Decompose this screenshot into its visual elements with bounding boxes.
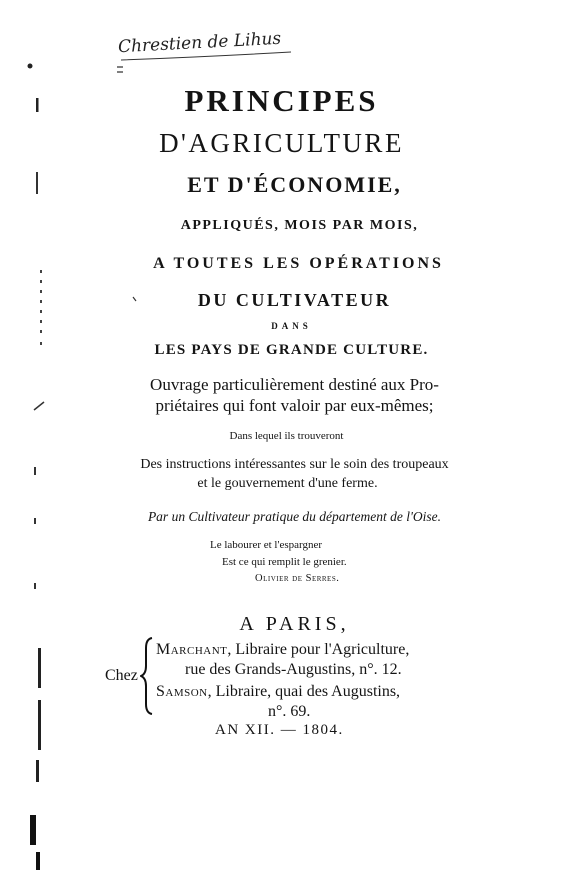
handwritten-signature: Chrestien de Lihus <box>117 28 282 58</box>
subtitle-line-5: et le gouvernement d'une ferme. <box>197 476 378 491</box>
publisher-2-name: Samson <box>156 683 208 700</box>
imprint-city: A PARIS, <box>239 613 350 635</box>
epigraph-attribution: Olivier de Serres. <box>255 573 340 584</box>
imprint-brace <box>140 636 156 716</box>
publisher-1-line-1 <box>156 641 409 659</box>
title-grande-culture: LES PAYS DE GRANDE CULTURE. <box>154 342 429 358</box>
publisher-1-name: Marchant <box>156 641 228 658</box>
imprint-date: AN XII. — 1804. <box>215 722 344 738</box>
title-economie: ET D'ÉCONOMIE, <box>187 172 402 197</box>
publisher-2-rest: , Libraire, quai des Augustins, <box>207 683 401 700</box>
imprint-chez: Chez <box>105 667 138 684</box>
title-appliques: APPLIQUÉS, MOIS PAR MOIS, <box>180 218 419 233</box>
subtitle-line-2: priétaires qui font valoir par eux-mêmes; <box>155 396 434 415</box>
signature-underline <box>113 30 303 78</box>
title-dans: DANS <box>271 321 312 331</box>
title-operations: A TOUTES LES OPÉRATIONS <box>153 255 444 272</box>
publisher-1-line-2: rue des Grands-Augustins, n°. 12. <box>185 661 402 678</box>
publisher-2-line-1 <box>156 683 400 701</box>
publisher-1-rest: , Libraire pour l'Agriculture, <box>227 641 410 658</box>
title-principes: PRINCIPES <box>184 83 379 118</box>
subtitle-line-4: Des instructions intéressantes sur le soin des troupeaux <box>140 457 449 472</box>
publisher-2-line-2: n°. 69. <box>268 703 311 720</box>
author-line: Par un Cultivateur pratique du département de l'Oise. <box>147 509 442 524</box>
epigraph-line-2: Est ce qui remplit le grenier. <box>222 556 347 568</box>
subtitle-line-1: Ouvrage particulièrement destiné aux Pro- <box>150 375 439 394</box>
title-cultivateur: DU CULTIVATEUR <box>197 290 392 310</box>
epigraph-line-1: Le labourer et l'espargner <box>210 539 323 551</box>
subtitle-line-3: Dans lequel ils trouveront <box>229 430 344 442</box>
title-agriculture: D'AGRICULTURE <box>159 128 404 158</box>
